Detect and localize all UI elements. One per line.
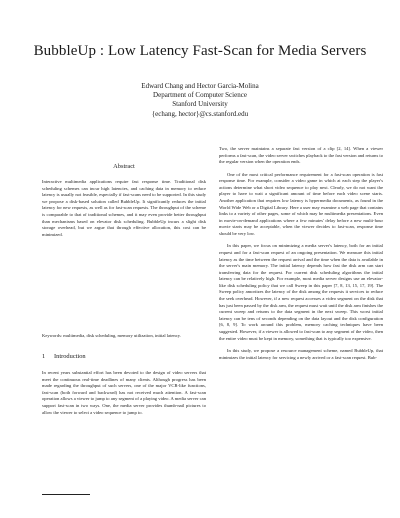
- abstract-text: Interactive multimedia applications require fast response time. Traditional disk scheduling schemes can incur high latencies, and caching data in memory to reduce latency is usually not feasible, especially if fast-scans need to be supported. In this study we propose a disk-based solution called BubbleUp. It significantly reduces the initial latency for new requests, as well as for fast-scan requests. The throughput of the scheme is comparable to that of traditional schemes, and it may even provide better throughput than mechanisms based on elevator disk scheduling. BubbleUp incurs a slight disk storage overhead, but we argue that through effective allocation, this cost can be minimized.: [42, 179, 206, 237]
- right-paragraph-2: One of the most critical performance requirement for a fast-scan operation is fast response time. For example, consider a video game in which at each step the player's actions determine what short video sequence to play next. Clearly, we do not want the player to have to wait a significant amount of time before each video scene starts. Another application that requires low latency is hypermedia documents, as found in the World Wide Web or a Digital Library. Here a user may examine a web page that contains links to a variety of other pages, some of which may be multimedia presentations. Even in movie-on-demand applications where a few minutes' delay before a new multi-hour movie starts may be acceptable, when the viewer decides to fast-scan, response time should be very low.: [219, 171, 383, 236]
- right-paragraph-1: Two, the server maintains a separate fast version of a clip [2, 14]. When a viewer performs a fast-scan, the video server switches playback to the fast version and returns to the regular version when the operation ends.: [219, 146, 383, 165]
- right-paragraph-3: In this paper, we focus on minimizing a media server's latency, both for an initial request and for a fast-scan request of an ongoing presentation. We measure this initial latency as the time between the request arrival and the time when the data is available in the server's main memory. The initial latency depends how fast the disk arm can start transferring data for the request. For current disk scheduling algorithms the initial latency can be relatively high. For example, most media server designs use an elevator-like disk scheduling policy that we call Sweep in this paper [7, 8, 13, 15, 17, 19]. The Sweep policy amortizes the latency of the disk among the requests it services to reduce the seek overhead. However, if a new request accesses a video segment on the disk that has just been passed by the disk arm, the request must wait until the disk arm finishes the current sweep and returns to the data segment in the next sweep. This worst initial latency can be tens of seconds depending on the data layout and the disk configuration [6, 8, 9]. To work around this problem, memory caching techniques have been suggested. However, if a viewer is allowed to fast-scan to any segment of the video, then the entire video must be kept in memory, something that is typically too expensive.: [219, 243, 383, 341]
- footnote-rule: [42, 494, 90, 495]
- abstract-body: [42, 179, 206, 238]
- section-number: 1: [42, 353, 46, 360]
- intro-body: [42, 370, 206, 416]
- author-block: [0, 82, 400, 119]
- author-emails: {echang, hector}@cs.stanford.edu: [151, 109, 249, 118]
- keywords: Keywords: multimedia, disk scheduling, memory utilization, initial latency.: [42, 333, 181, 338]
- author-university: Stanford University: [172, 100, 228, 109]
- intro-paragraph-1: In recent years substantial effort has been devoted to the design of video servers that meet the continuous real-time deadlines of many clients. Although progress has been made regarding the throughput of such servers, one of the major VCR-like functions, fast-scan (both forward and backward) has not received much attention. A fast-scan operation allows a viewer to jump to any segment of a playing video. A media server can support fast-scan in two ways. One, the media server provides thumb-nail pictures to allow the viewer to select a video sequence to jump to.: [42, 370, 206, 415]
- author-department: Department of Computer Science: [153, 91, 247, 100]
- section-title: Introduction: [54, 353, 86, 360]
- paper-title: BubbleUp : Low Latency Fast-Scan for Media Servers: [33, 43, 367, 59]
- section-heading-introduction: [42, 353, 206, 361]
- author-names: Edward Chang and Hector Garcia-Molina: [141, 82, 259, 90]
- right-paragraph-4: In this study, we propose a resource management scheme, named BubbleUp, that minimizes the initial latency for servicing a newly arrived or a fast-scan request. Bub-: [219, 348, 383, 360]
- right-column: [219, 146, 383, 361]
- abstract-heading: Abstract: [113, 163, 135, 170]
